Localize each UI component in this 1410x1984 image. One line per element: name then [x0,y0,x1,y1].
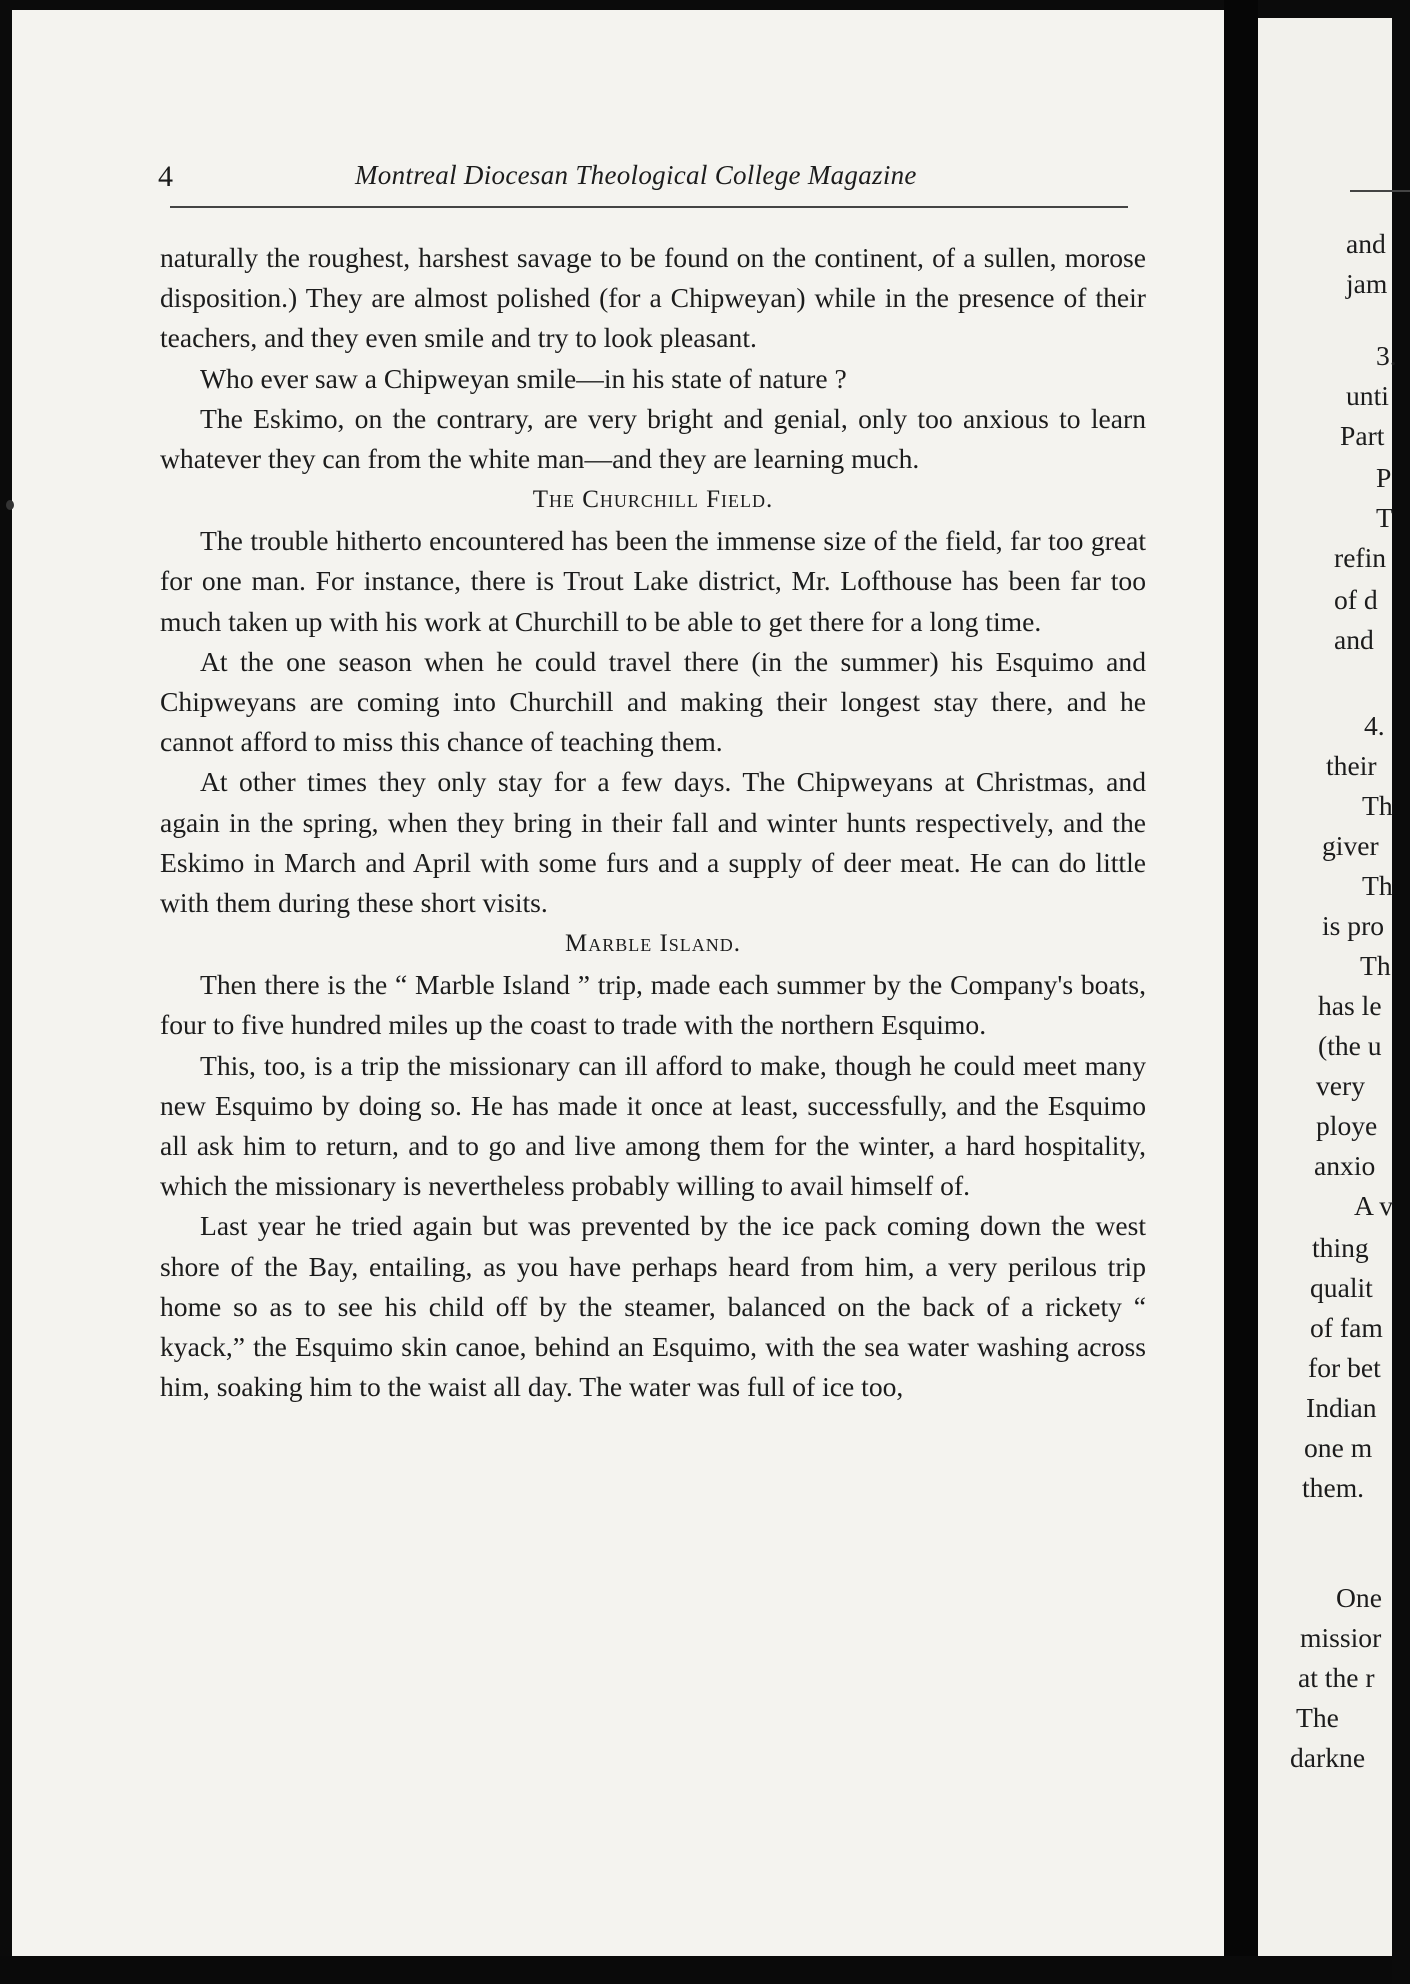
running-head: Montreal Diocesan Theological College Magazine [355,160,917,190]
facing-page-line: and [1346,228,1386,259]
facing-page-line: is pro [1322,910,1385,941]
facing-page-line: for bet [1308,1352,1381,1383]
facing-page-line: qualit [1310,1272,1373,1303]
facing-page-line: them. [1302,1472,1365,1503]
facing-page-line: A v [1354,1190,1394,1221]
facing-page-line: Th [1362,790,1393,821]
section-heading: The Churchill Field. [532,486,774,514]
facing-page-line: of d [1334,584,1378,615]
header-rule [170,206,1128,208]
paragraph: Then there is the “ Marble Island ” trip, made each summer by the Company's boats, four to five hundred miles up the coast to trade with the northern Esquimo. [160,969,1146,1041]
facing-page-line: very [1316,1070,1366,1101]
facing-page-line: has le [1318,990,1382,1021]
facing-page-rule [1350,190,1410,192]
facing-page-line: their [1326,750,1377,781]
facing-page-line: T [1376,502,1393,533]
facing-page-line: jam [1346,268,1388,299]
scan-border [0,1956,1392,1984]
facing-page-line: Th [1362,870,1393,901]
facing-page-line: missior [1300,1622,1382,1653]
facing-page-line: One [1336,1582,1382,1613]
paragraph: Last year he tried again but was prevented by the ice pack coming down the west shore of the Bay, entailing, as you have perhaps heard from him, a very perilous trip home so as to see his child off by the steamer, balanced on the back of a rickety “ kyack,” the Esquimo skin canoe, behind an Esquimo, with the sea water washing across him, soaking him to the waist all day. The water was full of ice too, [160,1210,1146,1403]
facing-page-line: one m [1304,1432,1373,1463]
page-number: 4 [158,160,173,193]
facing-page-line: Part [1340,420,1385,451]
facing-page-line: 3. [1376,340,1397,371]
paragraph: At the one season when he could travel there (in the summer) his Esquimo and Chipweyans are coming into Churchill and making their longest stay there, and he cannot afford to miss this chance of teaching them. [160,645,1146,758]
article-body [160,238,1146,1407]
facing-page-line: P [1376,462,1392,493]
section-heading: Marble Island. [564,930,742,958]
paragraph: naturally the roughest, harshest savage to be found on the continent, of a sullen, morose disposition.) They are almost polished (for a Chipweyan) while in the presence of their teachers, and they even smile and try to look pleasant. [160,242,1146,354]
paragraph: At other times they only stay for a few days. The Chipweyans at Christmas, and again in the spring, when they bring in their fall and winter hunts respectively, and the Eskimo in March and April with some furs and a supply of deer meat. He can do little with them during these short visits. [160,766,1146,919]
facing-page-line: unti [1346,380,1389,411]
facing-page-line: and [1334,624,1374,655]
facing-page-line: (the u [1318,1030,1382,1061]
facing-page-line: giver [1322,830,1379,861]
facing-page-line: ploye [1316,1110,1378,1141]
facing-page-line: The [1296,1702,1339,1733]
ink-blot [6,500,14,510]
facing-page-line: darkne [1290,1742,1366,1773]
book-gutter [1224,0,1258,1984]
facing-page-line: anxio [1314,1150,1376,1181]
paragraph: The Eskimo, on the contrary, are very bright and genial, only too anxious to learn whatever they can from the white man—and they are learning much. [160,402,1146,475]
facing-page-line: refin [1334,542,1387,573]
facing-page-line: 4. [1364,710,1385,741]
facing-page-line: of fam [1310,1312,1383,1343]
facing-page-line: at the r [1298,1662,1375,1693]
facing-page-line: Th [1360,950,1391,981]
facing-page-line: Indian [1306,1392,1377,1423]
facing-page-line: thing [1312,1232,1369,1263]
paragraph: Who ever saw a Chipweyan smile—in his state of nature ? [200,362,847,394]
paragraph: The trouble hitherto encountered has been the immense size of the field, far too great for one man. For instance, there is Trout Lake district, Mr. Lofthouse has been far too much taken up with his work at Churchill to be able to get there for a long time. [160,525,1146,637]
paragraph: This, too, is a trip the missionary can ill afford to make, though he could meet many new Esquimo by doing so. He has made it once at least, successfully, and the Esquimo all ask him to return, and to go and live among them for the winter, a hard hospitality, which the missionary is nevertheless probably willing to avail himself of. [160,1049,1146,1202]
